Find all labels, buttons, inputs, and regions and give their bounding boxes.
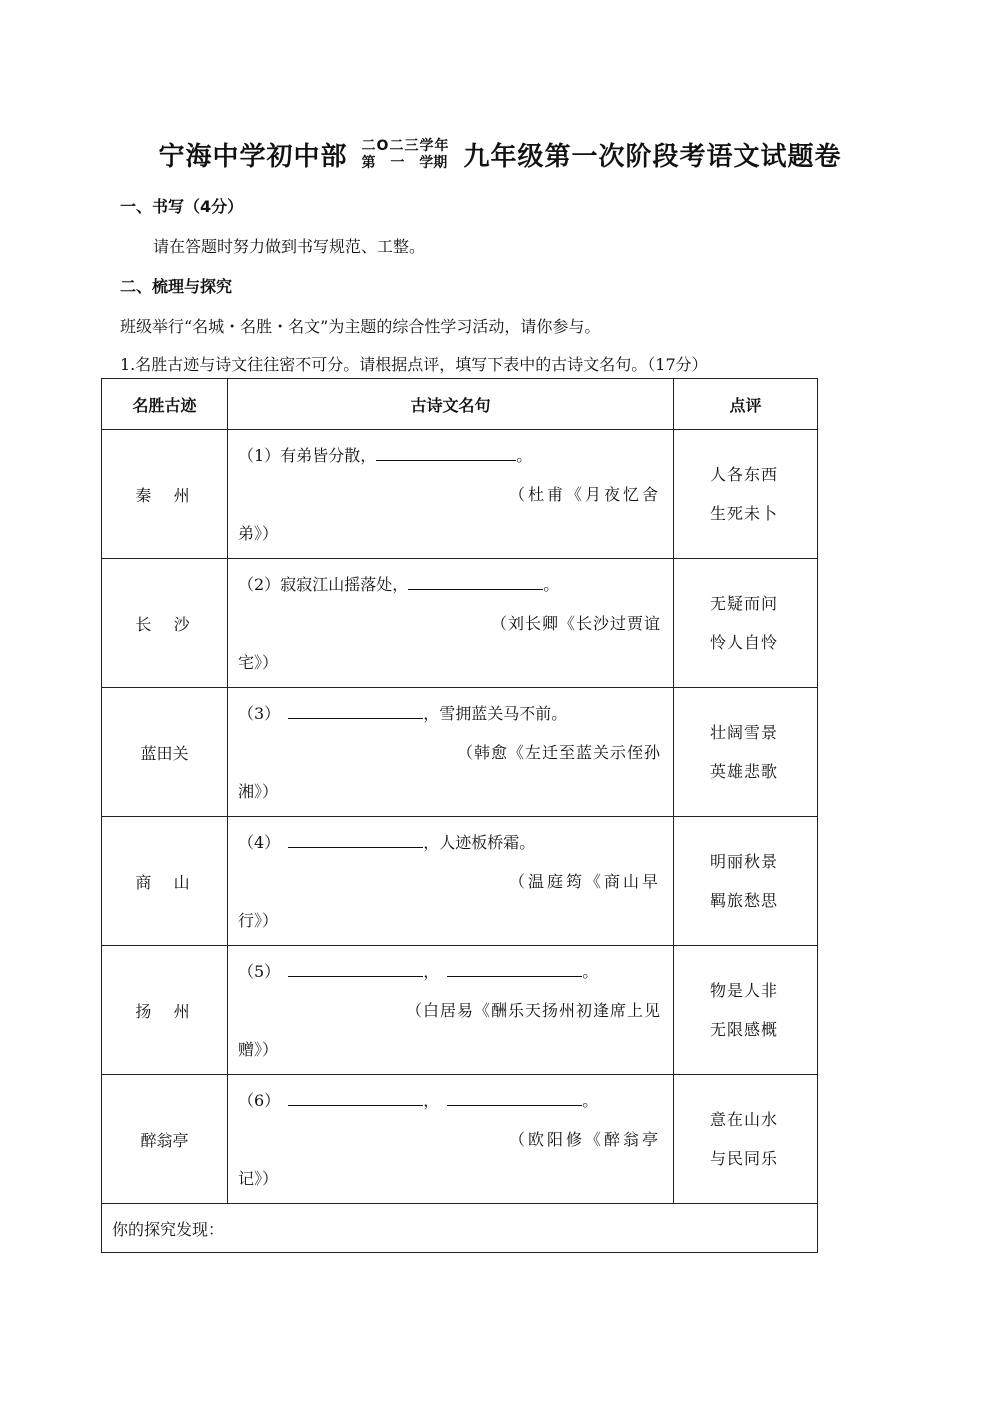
site-cell: 蓝田关 xyxy=(102,688,228,817)
table-row xyxy=(102,559,818,688)
quote-end: 。 xyxy=(543,574,560,594)
section-writing-text: 请在答题时努力做到书写规范、工整。 xyxy=(153,237,426,256)
quote-text: 寂寂江山摇落处， xyxy=(280,574,409,594)
comment-cell xyxy=(674,430,818,559)
exam-title xyxy=(0,136,1000,173)
comment-line: 无限感概 xyxy=(710,1020,779,1039)
comment-cell xyxy=(674,817,818,946)
quote-text: ，人迹板桥霜。 xyxy=(423,832,536,852)
quote-end: 。 xyxy=(582,1090,599,1110)
item-number: （5） xyxy=(238,961,281,981)
quote-separator: ， xyxy=(423,961,440,981)
site-cell: 长 沙 xyxy=(102,559,228,688)
site-cell: 秦 州 xyxy=(102,430,228,559)
comment-line: 与民同乐 xyxy=(710,1149,779,1168)
table-header-row xyxy=(102,379,818,430)
answer-blank[interactable] xyxy=(447,962,582,977)
discovery-label: 你的探究发现： xyxy=(112,1219,225,1239)
table-row xyxy=(102,430,818,559)
answer-blank[interactable] xyxy=(447,1091,582,1106)
quote-source: （温庭筠《商山早 xyxy=(508,871,661,891)
quote-source-end: 湘》） xyxy=(238,781,279,801)
comment-line: 羁旅愁思 xyxy=(710,891,779,910)
quote-line xyxy=(238,694,663,733)
quote-cell xyxy=(228,1075,674,1204)
comment-cell xyxy=(674,688,818,817)
quote-source: （杜甫《月夜忆舍 xyxy=(508,484,661,504)
quote-source-end: 记》） xyxy=(238,1168,279,1188)
comment-line: 生死未卜 xyxy=(710,504,779,523)
quote-source: （韩愈《左迁至蓝关示侄孙 xyxy=(456,742,661,762)
answer-blank[interactable] xyxy=(288,962,423,977)
header-quote: 古诗文名句 xyxy=(228,379,674,430)
answer-blank[interactable] xyxy=(288,704,423,719)
comment-line: 明丽秋景 xyxy=(710,852,779,871)
table-row xyxy=(102,817,818,946)
school-name: 宁海中学初中部 xyxy=(158,142,348,172)
quote-end: 。 xyxy=(582,961,599,981)
quote-end: 。 xyxy=(516,445,533,465)
site-cell: 商 山 xyxy=(102,817,228,946)
quote-line xyxy=(238,952,663,991)
quote-cell xyxy=(228,430,674,559)
quote-separator: ， xyxy=(423,1090,440,1110)
comment-cell xyxy=(674,946,818,1075)
term-line xyxy=(362,155,450,171)
term-last: 学期 xyxy=(419,154,448,171)
exam-name: 九年级第一次阶段考语文试题卷 xyxy=(463,142,842,172)
comment-cell xyxy=(674,559,818,688)
comment-line: 意在山水 xyxy=(710,1110,779,1129)
quote-line xyxy=(238,823,663,862)
discovery-row xyxy=(102,1204,818,1253)
quote-text: ，雪拥蓝关马不前。 xyxy=(423,703,568,723)
school-year: 二O二三学年 xyxy=(361,138,450,155)
activity-intro: 班级举行“名城・名胜・名文”为主题的综合性学习活动，请你参与。 xyxy=(120,317,601,336)
term-dash: 一 xyxy=(390,154,405,171)
quote-source-end: 赠》） xyxy=(238,1039,279,1059)
quote-source: （白居易《酬乐天扬州初逢席上见 xyxy=(405,1000,661,1020)
item-number: （1） xyxy=(238,445,281,465)
comment-line: 人各东西 xyxy=(710,465,779,484)
table-row xyxy=(102,946,818,1075)
answer-blank[interactable] xyxy=(288,833,423,848)
quote-cell xyxy=(228,559,674,688)
comment-line: 物是人非 xyxy=(710,981,779,1000)
table-row xyxy=(102,688,818,817)
quote-cell xyxy=(228,688,674,817)
header-comment: 点评 xyxy=(674,379,818,430)
poem-table xyxy=(101,378,818,1253)
comment-line: 壮阔雪景 xyxy=(710,723,779,742)
question-1: 1.名胜古迹与诗文往往密不可分。请根据点评，填写下表中的古诗文名句。（17分） xyxy=(120,355,708,374)
item-number: （2） xyxy=(238,574,281,594)
answer-blank[interactable] xyxy=(408,575,543,590)
answer-blank[interactable] xyxy=(288,1091,423,1106)
item-number: （3） xyxy=(238,703,281,723)
term-stack xyxy=(362,138,450,170)
discovery-cell[interactable] xyxy=(102,1204,818,1253)
quote-source: （欧阳修《醉翁亭 xyxy=(508,1129,661,1149)
item-number: （6） xyxy=(238,1090,281,1110)
site-cell: 扬 州 xyxy=(102,946,228,1075)
comment-line: 怜人自怜 xyxy=(710,633,779,652)
section-writing-heading: 一、书写（4分） xyxy=(120,197,244,216)
quote-line xyxy=(238,565,663,604)
comment-line: 无疑而问 xyxy=(710,594,779,613)
table-row xyxy=(102,1075,818,1204)
quote-line xyxy=(238,436,663,475)
quote-source-end: 宅》） xyxy=(238,652,279,672)
term-first: 第 xyxy=(361,154,376,171)
quote-source: （刘长卿《长沙过贾谊 xyxy=(490,613,661,633)
comment-cell xyxy=(674,1075,818,1204)
section-research-heading: 二、梳理与探究 xyxy=(120,277,233,296)
quote-source-end: 行》） xyxy=(238,910,279,930)
quote-cell xyxy=(228,817,674,946)
quote-text: 有弟皆分散， xyxy=(280,445,377,465)
item-number: （4） xyxy=(238,832,281,852)
answer-blank[interactable] xyxy=(376,446,516,461)
quote-source-end: 弟》） xyxy=(238,523,279,543)
quote-line xyxy=(238,1081,663,1120)
quote-cell xyxy=(228,946,674,1075)
comment-line: 英雄悲歌 xyxy=(710,762,779,781)
site-cell: 醉翁亭 xyxy=(102,1075,228,1204)
header-site: 名胜古迹 xyxy=(102,379,228,430)
